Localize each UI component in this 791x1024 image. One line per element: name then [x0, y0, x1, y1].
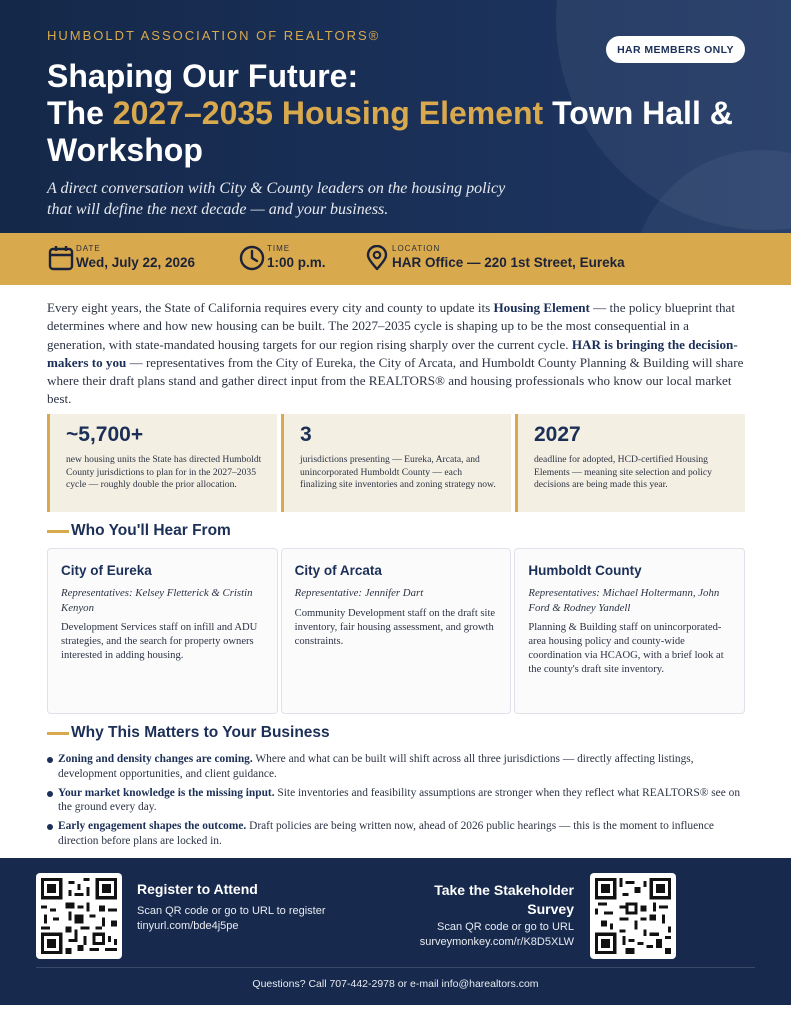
speakers-title: Who You'll Hear From [71, 522, 231, 539]
stat-value: 3 [300, 423, 312, 446]
page-subtitle: A direct conversation with City & County leaders on the housing policy that will define the next decade — and your business. [47, 180, 506, 218]
qr-code-icon [595, 878, 671, 954]
card-title: City of Eureka [61, 563, 152, 578]
bullet-lead: Early engagement shapes the outcome. [58, 820, 247, 833]
card-representatives: Representatives: Kelsey Fletterick & Cristin Kenyon [61, 587, 253, 614]
card-description: Development Services staff on infill and ADU strategies, and the search for property owners interested in adding housing. [61, 622, 258, 661]
bullet-text: Where and what can be built will shift across all three jurisdictions — directly affecting listings, development opportunities, and client guidance. [58, 753, 694, 780]
time-label: TIME [267, 244, 291, 253]
stat-card [47, 414, 277, 512]
speaker-card-arcata [281, 548, 512, 714]
bullet-dot [47, 757, 53, 763]
footer-divider [36, 967, 755, 968]
why-title: Why This Matters to Your Business [71, 724, 330, 741]
intro-text: — the policy blueprint that determines where and how new housing can be built. The 2027–2035 cycle is shaping up to be the most consequential in a generation, with state-mandated housing targets for our region rising sharply over the current cycle. [47, 300, 735, 352]
card-representatives: Representative: Jennifer Dart [294, 587, 424, 599]
card-title: City of Arcata [294, 563, 382, 578]
stats-row [47, 414, 745, 512]
why-heading [47, 722, 330, 744]
event-info-bar [0, 233, 791, 285]
clock-icon [239, 245, 265, 271]
map-pin-icon [364, 245, 390, 271]
event-location [364, 242, 664, 276]
why-bullet-list [47, 752, 752, 853]
list-item [47, 752, 752, 782]
heading-accent-bar [47, 530, 69, 533]
date-value: Wed, July 22, 2026 [76, 255, 196, 270]
speaker-cards [47, 548, 745, 714]
register-instructions [137, 904, 327, 934]
date-label: DATE [76, 244, 101, 253]
survey-text: Scan QR code or go to URL [437, 921, 574, 933]
stat-card [281, 414, 511, 512]
stat-description: jurisdictions presenting — Eureka, Arcata, and unincorporated Humboldt County — each finalizing site inventories and zoning strategy now. [300, 454, 496, 490]
intro-text: Every eight years, the State of California requires every city and county to update its [47, 300, 494, 315]
calendar-icon [48, 245, 74, 271]
title-accent: 2027–2035 Housing Element [112, 95, 544, 131]
bullet-text: Site inventories and feasibility assumptions are stronger when they reflect what REALTORS® see on the ground every day. [58, 786, 741, 814]
stat-value: 2027 [534, 423, 581, 446]
survey-qr-code[interactable] [590, 873, 676, 959]
footer-contact: Questions? Call 707-442-2978 or e-mail info@harealtors.com [252, 978, 539, 990]
list-item [47, 819, 752, 849]
event-date [48, 242, 228, 276]
bullet-lead: Zoning and density changes are coming. [58, 753, 253, 765]
list-item [47, 786, 752, 816]
speaker-card-eureka [47, 548, 278, 714]
speakers-heading [47, 520, 231, 542]
title-suffix: Town Hall & Workshop [47, 95, 733, 168]
intro-emphasis: Housing Element [493, 300, 590, 315]
footer [0, 858, 791, 1005]
stat-card [515, 414, 745, 512]
bullet-dot [47, 791, 53, 797]
qr-code-icon [41, 878, 117, 954]
time-value: 1:00 p.m. [267, 255, 326, 270]
stat-description: new housing units the State has directed Humboldt County jurisdictions to plan for in the 2027–2035 cycle — roughly double the prior allocation. [66, 454, 262, 490]
stat-description: deadline for adopted, HCD-certified Housing Elements — meaning site selection and policy decisions are being made this year. [534, 454, 712, 490]
survey-url-link[interactable]: surveymonkey.com/r/K8D5XLW [419, 936, 574, 948]
register-qr-code[interactable] [36, 873, 122, 959]
survey-title: Take the Stakeholder Survey [434, 882, 574, 917]
bullet-text: Draft policies are being written now, ahead of 2026 public hearings — this is the moment to influence direction before plans are locked in. [58, 820, 714, 847]
stat-value: ~5,700+ [66, 423, 144, 446]
survey-instructions [370, 920, 574, 950]
header-banner [0, 0, 791, 233]
bullet-dot [47, 824, 53, 830]
location-value: HAR Office — 220 1st Street, Eureka [392, 255, 625, 270]
card-description: Community Development staff on the draft site inventory, fair housing assessment, and growth constraints. [294, 607, 496, 647]
page-title [47, 58, 747, 169]
card-description: Planning & Building staff on unincorporated-area housing policy and county-wide coordination via HCAOG, with a brief look at the county's draft site inventory. [528, 622, 724, 675]
organization-name: HUMBOLDT ASSOCIATION OF REALTORS® [47, 28, 381, 43]
location-label: LOCATION [392, 244, 441, 253]
title-line-1: Shaping Our Future: [47, 58, 359, 94]
register-title: Register to Attend [137, 881, 258, 897]
event-time [239, 242, 359, 276]
register-text: Scan QR code or go to URL to register [137, 905, 326, 917]
card-representatives: Representatives: Michael Holtermann, John Ford & Rodney Yandell [528, 587, 720, 614]
intro-paragraph [47, 299, 747, 409]
members-only-badge: HAR MEMBERS ONLY [606, 36, 745, 63]
intro-emphasis: HAR is bringing the decision-makers to you [47, 336, 738, 370]
heading-accent-bar [47, 732, 69, 735]
bullet-lead: Your market knowledge is the missing input. [58, 786, 275, 799]
intro-text: — representatives from the City of Eureka, the City of Arcata, and Humboldt County Planning & Building will share where their draft plans stand and gather direct input from the REALTORS® and housing professionals who know our local market best. [47, 354, 744, 407]
card-title: Humboldt County [528, 563, 642, 578]
register-url-link[interactable]: tinyurl.com/bde4j5pe [137, 920, 239, 932]
title-prefix: The [47, 95, 113, 131]
speaker-card-humboldt-county [514, 548, 745, 714]
